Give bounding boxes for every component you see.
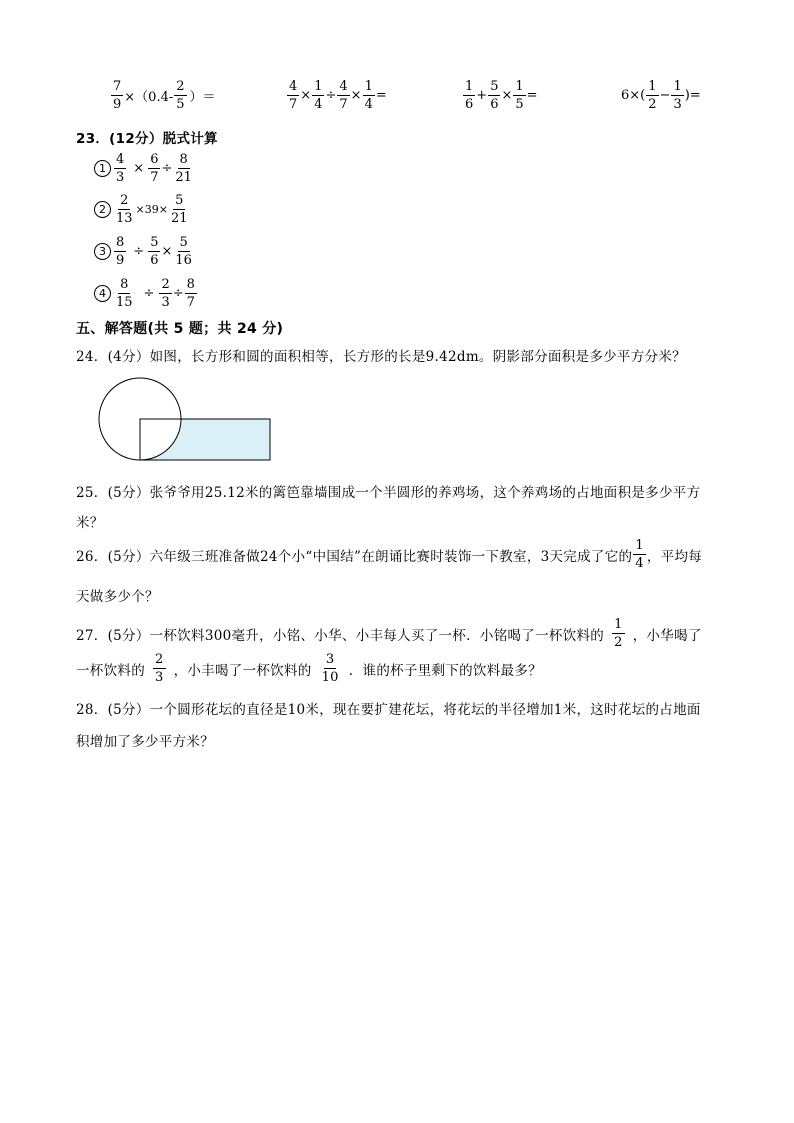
q23-item-4: [94, 278, 198, 309]
fraction: [173, 153, 194, 184]
denominator: 13: [116, 211, 133, 226]
operator: ÷: [161, 161, 173, 176]
fraction: [633, 539, 646, 570]
denominator: 9: [116, 253, 125, 268]
q24-text: 24．(4分）如图，长方形和圆的面积相等，长方形的长是9.42dm。阴影部分面积是多少平方分米？: [76, 349, 686, 365]
fraction: [114, 194, 135, 225]
operator: ×: [161, 244, 173, 259]
fraction: [148, 153, 160, 184]
denominator: 5: [515, 97, 524, 112]
numerator: 8: [179, 152, 188, 167]
circle-rectangle-figure: [96, 375, 276, 465]
operator: ×: [300, 88, 312, 103]
denominator: 10: [321, 670, 339, 685]
operator: ÷: [325, 88, 337, 103]
operator: )=: [684, 88, 701, 103]
denominator: 7: [339, 97, 348, 112]
operator: ÷: [133, 244, 145, 259]
numerator: 1: [635, 538, 644, 553]
numerator: 6: [150, 152, 159, 167]
numerator: 8: [186, 277, 195, 292]
q23-item-3: [94, 236, 195, 267]
q26-line2: 天做多少个？: [76, 589, 159, 605]
numerator: 5: [490, 79, 499, 94]
fraction: [114, 153, 126, 184]
fraction: [148, 236, 160, 267]
text-segment: ，小华喝了: [632, 627, 702, 644]
numerator: 5: [150, 235, 159, 250]
numerator: 1: [648, 79, 657, 94]
denominator: 2: [648, 97, 657, 112]
denominator: 6: [465, 97, 474, 112]
operator: =: [526, 88, 538, 103]
operator: −: [659, 88, 671, 103]
text-segment: ，小丰喝了一杯饮料的: [173, 662, 312, 679]
fraction: [337, 80, 349, 111]
fraction: [612, 618, 625, 649]
fraction: [287, 80, 299, 111]
numerator: 4: [339, 79, 348, 94]
text-segment: ，平均每: [646, 548, 703, 565]
numerator: 3: [325, 652, 335, 667]
numerator: 4: [116, 152, 125, 167]
fraction: [513, 80, 525, 111]
q28-line1: 28．(5分）一个圆形花坛的直径是10米，现在要扩建花坛，将花坛的半径增加1米，这时花坛的占地面: [76, 702, 701, 718]
section-title: 五、解答题(共 5 题；共 24 分): [76, 321, 284, 337]
fraction: [320, 653, 341, 684]
operator: ×（0.4-: [124, 90, 174, 105]
fraction: [114, 236, 126, 267]
operator: ×: [133, 161, 145, 176]
operator: ÷: [172, 286, 184, 301]
q23-heading: 23．(12分）脱式计算: [76, 131, 218, 147]
q28-line2: 积增加了多少平方米？: [76, 734, 214, 750]
fraction: [169, 194, 190, 225]
operator: =: [375, 88, 387, 103]
numerator: 1: [364, 79, 373, 94]
fraction: [463, 80, 475, 111]
numerator: 5: [179, 235, 188, 250]
denominator: 21: [170, 211, 188, 226]
fraction: [111, 80, 123, 111]
fraction: [159, 278, 171, 309]
text-segment: 一杯饮料的: [76, 662, 145, 679]
q25-line1: 25．(5分）张爷爷用25.12米的篱笆靠墙围成一个半圆形的养鸡场，这个养鸡场的占地面积是多少平方: [76, 485, 701, 501]
fraction: [185, 278, 197, 309]
denominator: 16: [175, 253, 192, 268]
denominator: 9: [113, 97, 122, 112]
numerator: 2: [155, 652, 164, 667]
numerator: 2: [120, 193, 129, 208]
expression-4: [621, 80, 701, 111]
expression-2: [286, 80, 387, 111]
numerator: 1: [614, 617, 623, 632]
operator: ÷: [143, 286, 155, 301]
operator: +: [476, 88, 488, 103]
fraction: [153, 653, 166, 684]
numerator: 2: [161, 277, 170, 292]
denominator: 4: [314, 97, 323, 112]
fraction: [646, 80, 658, 111]
q23-item-1: [94, 153, 195, 184]
numerator: 8: [116, 235, 125, 250]
operator: 6×(: [621, 88, 646, 103]
circled-number: 2: [94, 201, 111, 218]
numerator: 7: [113, 79, 122, 94]
numerator: 1: [465, 79, 474, 94]
operator: ×39×: [135, 203, 168, 216]
denominator: 3: [673, 97, 682, 112]
circled-number: 4: [94, 285, 111, 302]
operator: ）＝: [189, 90, 216, 105]
operator: ×: [501, 88, 513, 103]
expression-3: [462, 80, 538, 111]
denominator: 21: [175, 170, 192, 185]
fraction: [174, 80, 186, 111]
denominator: 2: [614, 635, 623, 650]
circled-number: 1: [94, 160, 111, 177]
denominator: 7: [150, 170, 159, 185]
denominator: 4: [364, 97, 373, 112]
operator: ×: [350, 88, 362, 103]
denominator: 7: [289, 97, 298, 112]
denominator: 6: [150, 253, 159, 268]
q26-line1: [76, 539, 702, 570]
text-segment: ．谁的杯子里剩下的饮料最多？: [348, 662, 542, 679]
text-segment: 26．(5分）六年级三班准备做24个小“中国结”在朗诵比赛时装饰一下教室，3天完成了它的: [76, 548, 633, 565]
fraction: [671, 80, 683, 111]
numerator: 5: [175, 193, 184, 208]
q27-line2: [76, 653, 542, 684]
denominator: 7: [186, 295, 195, 310]
denominator: 6: [490, 97, 499, 112]
denominator: 3: [116, 170, 125, 185]
numerator: 1: [515, 79, 524, 94]
q25-line2: 米？: [76, 515, 104, 531]
q23-item-2: [94, 194, 191, 225]
expression-1: [110, 80, 216, 111]
text-segment: 27．(5分）一杯饮料300毫升，小铭、小华、小丰每人买了一杯．小铭喝了一杯饮料的: [76, 627, 605, 644]
numerator: 1: [673, 79, 682, 94]
numerator: 4: [289, 79, 298, 94]
numerator: 8: [120, 277, 129, 292]
denominator: 4: [635, 556, 644, 571]
denominator: 15: [116, 295, 133, 310]
denominator: 3: [161, 295, 170, 310]
denominator: 5: [176, 97, 185, 112]
circled-number: 3: [94, 243, 111, 260]
fraction: [312, 80, 324, 111]
fraction: [363, 80, 375, 111]
fraction: [173, 236, 194, 267]
fraction: [488, 80, 500, 111]
numerator: 1: [314, 79, 323, 94]
q27-line1: [76, 618, 702, 649]
numerator: 2: [176, 79, 185, 94]
fraction: [114, 278, 135, 309]
denominator: 3: [155, 670, 164, 685]
